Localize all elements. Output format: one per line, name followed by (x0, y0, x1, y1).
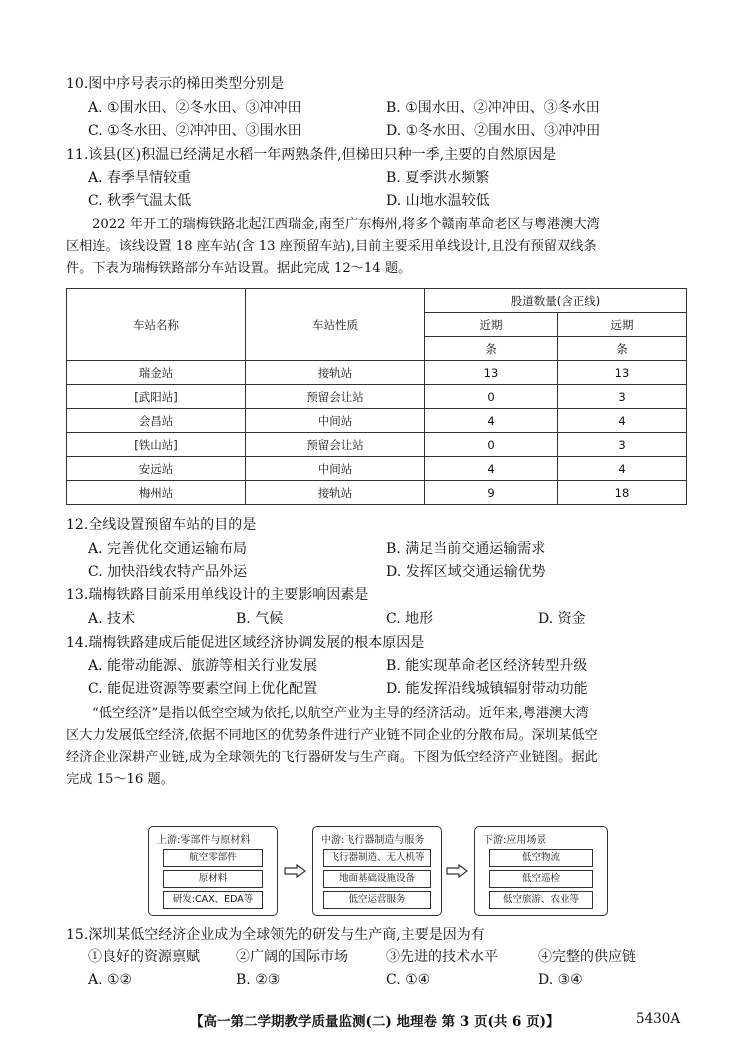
q14-option-b: B. 能实现革命老区经济转型升级 (386, 658, 588, 674)
header-near-term: 近期 (425, 313, 558, 337)
midstream-item: 低空运营服务 (323, 891, 431, 909)
downstream-item: 低空旅游、农业等 (489, 891, 593, 909)
cell-station-name: [铁山站] (67, 433, 246, 457)
q11-option-b: B. 夏季洪水频繁 (386, 170, 490, 186)
header-track-count: 股道数量(含正线) (425, 289, 687, 313)
midstream-item: 飞行器制造、无人机等 (323, 849, 431, 867)
table-row (67, 433, 687, 457)
q15-statement: ④完整的供应链 (538, 949, 636, 965)
cell-station-type: 预留会让站 (246, 385, 425, 409)
table-row (67, 481, 687, 505)
q13-option-d: D. 资金 (538, 611, 586, 627)
arrow-right-icon (446, 864, 468, 878)
downstream-box (474, 826, 608, 916)
upstream-item: 研发:CAX、EDA等 (163, 891, 263, 909)
cell-near: 0 (425, 385, 558, 409)
q10-stem: 10.图中序号表示的梯田类型分别是 (66, 76, 285, 92)
cell-station-name: 瑞金站 (67, 361, 246, 385)
midstream-item: 地面基础设施设备 (323, 870, 431, 888)
header-unit-near: 条 (425, 337, 558, 361)
q11-stem: 11.该县(区)积温已经满足水稻一年两熟条件,但梯田只种一季,主要的自然原因是 (66, 147, 557, 163)
station-table (66, 288, 687, 505)
downstream-item: 低空物流 (489, 849, 593, 867)
q14-option-a: A. 能带动能源、旅游等相关行业发展 (88, 658, 318, 674)
q12-option-d: D. 发挥区域交通运输优势 (386, 564, 546, 580)
cell-station-type: 预留会让站 (246, 433, 425, 457)
page-footer: 【高一第二学期教学质量监测(二) 地理卷 第 3 页(共 6 页)】 (190, 1014, 560, 1030)
paragraph-line: 区相连。该线设置 18 座车站(含 13 座预留车站),目前主要采用单线设计,且没有预留双线条 (66, 239, 597, 254)
cell-near: 0 (425, 433, 558, 457)
railway-intro-paragraph (66, 214, 688, 280)
header-unit-far: 条 (558, 337, 687, 361)
upstream-item: 航空零部件 (163, 849, 263, 867)
table-row (67, 409, 687, 433)
q13-option-c: C. 地形 (386, 611, 434, 627)
q15-option-d: D. ③④ (538, 972, 583, 988)
q14-option-c: C. 能促进资源等要素空间上优化配置 (88, 681, 318, 697)
q15-statement: ②广阔的国际市场 (236, 949, 348, 965)
cell-far: 4 (558, 409, 687, 433)
header-station-type: 车站性质 (246, 289, 425, 361)
q10-option-d: D. ①冬水田、②围水田、③冲冲田 (386, 123, 601, 139)
q10-option-c: C. ①冬水田、②冲冲田、③围水田 (88, 123, 302, 139)
q11-option-a: A. 春季旱情较重 (88, 170, 192, 186)
cell-station-type: 中间站 (246, 409, 425, 433)
q10-option-b: B. ①围水田、②冲冲田、③冬水田 (386, 100, 600, 116)
q15-option-a: A. ①② (88, 972, 133, 988)
cell-station-type: 接轨站 (246, 481, 425, 505)
upstream-item: 原材料 (163, 870, 263, 888)
q15-option-b: B. ②③ (236, 972, 281, 988)
cell-station-type: 接轨站 (246, 361, 425, 385)
cell-near: 9 (425, 481, 558, 505)
q15-option-c: C. ①④ (386, 972, 431, 988)
q13-option-b: B. 气候 (236, 611, 284, 627)
cell-station-type: 中间站 (246, 457, 425, 481)
industry-chain-diagram (148, 826, 610, 918)
downstream-item: 低空巡检 (489, 870, 593, 888)
paragraph-line: 经济企业深耕产业链,成为全球领先的飞行器研发与生产商。下图为低空经济产业链图。据此 (66, 750, 598, 765)
cell-far: 3 (558, 385, 687, 409)
q13-stem: 13.瑞梅铁路目前采用单线设计的主要影响因素是 (66, 587, 369, 603)
cell-near: 13 (425, 361, 558, 385)
paragraph-line: 2022 年开工的瑞梅铁路北起江西瑞金,南至广东梅州,将多个赣南革命老区与粤港澳大湾 (92, 217, 600, 232)
paragraph-line: 区大力发展低空经济,依据不同地区的优势条件进行产业链不同企业的分散布局。深圳某低空 (66, 728, 598, 743)
paragraph-line: 完成 15～16 题。 (66, 772, 174, 787)
q10-option-a: A. ①围水田、②冬水田、③冲冲田 (88, 100, 302, 116)
q11-option-c: C. 秋季气温太低 (88, 193, 192, 209)
cell-station-name: 安远站 (67, 457, 246, 481)
q12-option-b: B. 满足当前交通运输需求 (386, 541, 546, 557)
midstream-box (312, 826, 442, 916)
table-row (67, 457, 687, 481)
cell-far: 18 (558, 481, 687, 505)
downstream-title: 下游:应用场景 (483, 835, 547, 846)
q12-stem: 12.全线设置预留车站的目的是 (66, 517, 257, 533)
cell-near: 4 (425, 409, 558, 433)
q12-option-c: C. 加快沿线农特产品外运 (88, 564, 248, 580)
midstream-title: 中游:飞行器制造与服务 (321, 835, 425, 846)
header-long-term: 远期 (558, 313, 687, 337)
header-station-name: 车站名称 (67, 289, 246, 361)
q14-stem: 14.瑞梅铁路建成后能促进区域经济协调发展的根本原因是 (66, 635, 425, 651)
q11-option-d: D. 山地水温较低 (386, 193, 490, 209)
paper-code: 5430A (636, 1011, 681, 1027)
q13-option-a: A. 技术 (88, 611, 136, 627)
cell-far: 13 (558, 361, 687, 385)
cell-station-name: 梅州站 (67, 481, 246, 505)
q14-option-d: D. 能发挥沿线城镇辐射带动功能 (386, 681, 588, 697)
cell-near: 4 (425, 457, 558, 481)
paragraph-line: 件。下表为瑞梅铁路部分车站设置。据此完成 12～14 题。 (66, 261, 412, 276)
table-row (67, 385, 687, 409)
cell-far: 3 (558, 433, 687, 457)
cell-far: 4 (558, 457, 687, 481)
q15-statement: ①良好的资源禀赋 (88, 949, 200, 965)
low-altitude-paragraph (66, 703, 688, 791)
q15-stem: 15.深圳某低空经济企业成为全球领先的研发与生产商,主要是因为有 (66, 927, 485, 943)
paragraph-line: “低空经济”是指以低空空域为依托,以航空产业为主导的经济活动。近年来,粤港澳大湾 (92, 706, 589, 721)
q12-option-a: A. 完善优化交通运输布局 (88, 541, 248, 557)
q15-statement: ③先进的技术水平 (386, 949, 498, 965)
cell-station-name: [武阳站] (67, 385, 246, 409)
upstream-box (148, 826, 278, 916)
arrow-right-icon (284, 864, 306, 878)
table-row (67, 361, 687, 385)
cell-station-name: 会昌站 (67, 409, 246, 433)
upstream-title: 上游:零部件与原材料 (157, 835, 251, 846)
